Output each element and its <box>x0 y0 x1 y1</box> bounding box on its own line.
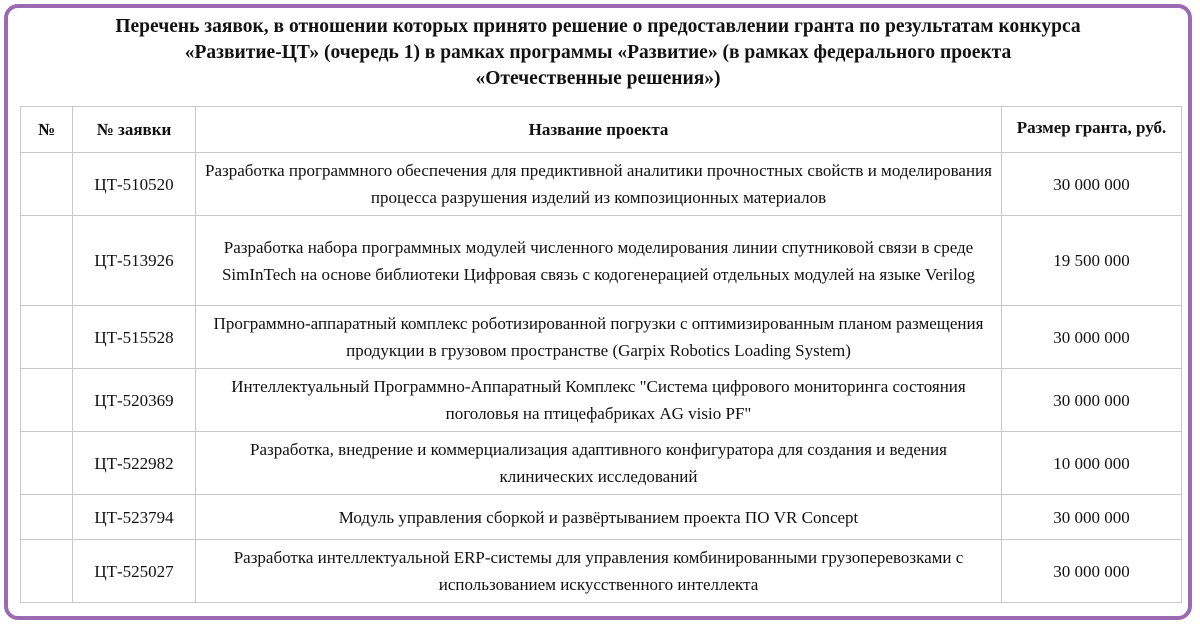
table-row <box>21 495 1182 540</box>
table-row <box>21 432 1182 495</box>
header-app-no: № заявки <box>73 107 196 153</box>
row-num <box>21 306 73 369</box>
table-row <box>21 216 1182 306</box>
grants-table <box>20 106 1182 603</box>
header-grant-label: Размер гранта, руб. <box>1016 118 1167 137</box>
row-grant: 30 000 000 <box>1002 495 1182 540</box>
row-num <box>21 153 73 216</box>
table-row <box>21 306 1182 369</box>
table-row <box>21 540 1182 603</box>
row-grant: 30 000 000 <box>1002 369 1182 432</box>
row-app-no: ЦТ-525027 <box>73 540 196 603</box>
row-project: Программно-аппаратный комплекс роботизированной погрузки с оптимизированным планом размещения продукции в грузовом пространстве (Garpix Robotics Loading System) <box>196 306 1002 369</box>
row-grant: 30 000 000 <box>1002 153 1182 216</box>
row-num <box>21 495 73 540</box>
document-title <box>8 14 1188 92</box>
document-frame <box>4 4 1192 620</box>
header-grant <box>1002 107 1182 153</box>
row-app-no: ЦТ-510520 <box>73 153 196 216</box>
row-project: Разработка, внедрение и коммерциализация адаптивного конфигуратора для создания и ведения клинических исследований <box>196 432 1002 495</box>
title-line-1: Перечень заявок, в отношении которых принято решение о предоставлении гранта по результатам конкурса <box>115 16 1081 37</box>
row-project: Разработка интеллектуальной ERP-системы для управления комбинированными грузоперевозками с использованием искусственного интеллекта <box>196 540 1002 603</box>
title-line-3: «Отечественные решения») <box>475 68 721 89</box>
row-project: Разработка набора программных модулей численного моделирования линии спутниковой связи в среде SimInTech на основе библиотеки Цифровая связь с кодогенерацией отдельных модулей на языке Verilog <box>196 216 1002 306</box>
row-app-no: ЦТ-522982 <box>73 432 196 495</box>
row-num <box>21 432 73 495</box>
table-row <box>21 369 1182 432</box>
row-app-no: ЦТ-513926 <box>73 216 196 306</box>
row-num <box>21 216 73 306</box>
row-num <box>21 369 73 432</box>
row-grant: 30 000 000 <box>1002 306 1182 369</box>
row-app-no: ЦТ-520369 <box>73 369 196 432</box>
row-project: Разработка программного обеспечения для предиктивной аналитики прочностных свойств и моделирования процесса разрушения изделий из композиционных материалов <box>196 153 1002 216</box>
row-grant: 19 500 000 <box>1002 216 1182 306</box>
row-project: Интеллектуальный Программно-Аппаратный Комплекс "Система цифрового мониторинга состояния поголовья на птицефабриках AG visio PF" <box>196 369 1002 432</box>
table-row <box>21 153 1182 216</box>
table-header-row <box>21 107 1182 153</box>
header-project: Название проекта <box>196 107 1002 153</box>
row-app-no: ЦТ-523794 <box>73 495 196 540</box>
header-num: № <box>21 107 73 153</box>
row-app-no: ЦТ-515528 <box>73 306 196 369</box>
row-num <box>21 540 73 603</box>
row-grant: 30 000 000 <box>1002 540 1182 603</box>
row-grant: 10 000 000 <box>1002 432 1182 495</box>
row-project: Модуль управления сборкой и развёртыванием проекта ПО VR Concept <box>196 495 1002 540</box>
title-line-2: «Развитие-ЦТ» (очередь 1) в рамках программы «Развитие» (в рамках федерального проекта <box>184 42 1012 63</box>
